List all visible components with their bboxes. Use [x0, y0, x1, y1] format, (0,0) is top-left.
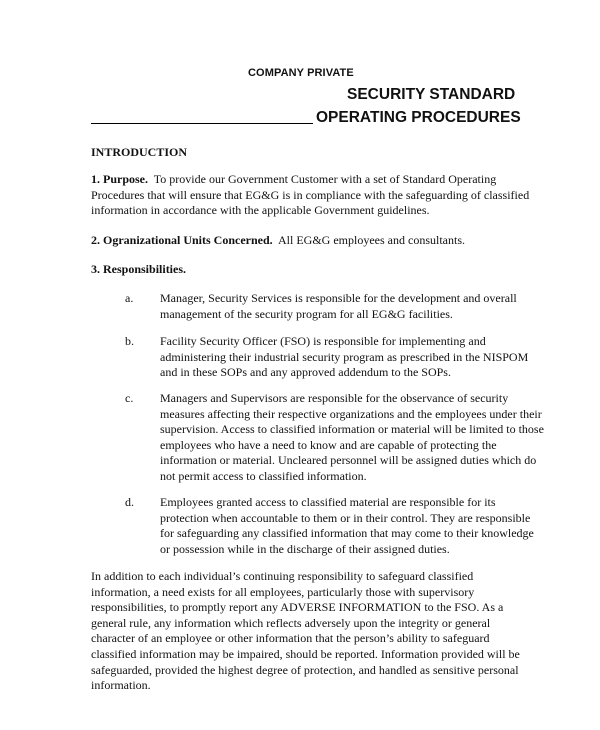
item-text: Managers and Supervisors are responsible for the observance of security measures affecting their respective organizations and the employees under their supervision. Access to classified information or material will be limited to those employees who have a need to know and are capable of protecting the information or material. Uncleared personnel will be assigned duties which do not permit access to classified information.	[160, 391, 544, 483]
purpose-section	[91, 172, 535, 219]
purpose-label: 1. Purpose.	[91, 172, 148, 186]
responsibilities-label: 3. Responsibilities.	[91, 262, 187, 276]
closing-paragraph: In addition to each individual’s continuing responsibility to safeguard classified information, a need exists for all employees, particularly those with supervisory responsibilities, to promptly report any ADVERSE INFORMATION to the FSO. As a general rule, any information which reflects adversely upon the integrity or general character of an employee or other information that the person’s ability to safeguard classified information may be impaired, should be reported. Information provided will be safeguarded, provided the highest degree of protection, and handled as sensitive personal information.	[91, 569, 520, 693]
company-private-label: COMPANY PRIVATE	[248, 67, 354, 79]
introduction-heading: INTRODUCTION	[91, 145, 188, 159]
item-letter: a.	[125, 291, 134, 305]
purpose-text: To provide our Government Customer with a set of Standard Operating Procedures that will ensure that EG&G is in compliance with the safeguarding of classified information in accordance with the applicable Government guidelines.	[91, 172, 530, 218]
item-text: Manager, Security Services is responsible for the development and overall management of the security program for all EG&G facilities.	[160, 291, 517, 321]
org-units-text: All EG&G employees and consultants.	[278, 233, 465, 247]
item-letter: b.	[125, 334, 134, 348]
item-letter: d.	[125, 495, 134, 509]
document-title-line1: SECURITY STANDARD	[347, 86, 516, 103]
item-text: Facility Security Officer (FSO) is responsible for implementing and administering their industrial security program as prescribed in the NISPOM and in these SOPs and any approved addendum to the SOPs.	[160, 334, 529, 380]
org-units-label: 2. Ogranizational Units Concerned.	[91, 233, 273, 247]
document-title-line2: OPERATING PROCEDURES	[316, 109, 521, 126]
item-text: Employees granted access to classified material are responsible for its protection when accountable to them or in their control. They are responsible for safeguarding any classified information that may come to their knowledge or possession while in the discharge of their assigned duties.	[160, 495, 534, 556]
title-rule	[91, 123, 313, 124]
item-letter: c.	[125, 391, 134, 405]
org-units-section	[91, 233, 535, 249]
responsibilities-heading	[91, 262, 535, 278]
